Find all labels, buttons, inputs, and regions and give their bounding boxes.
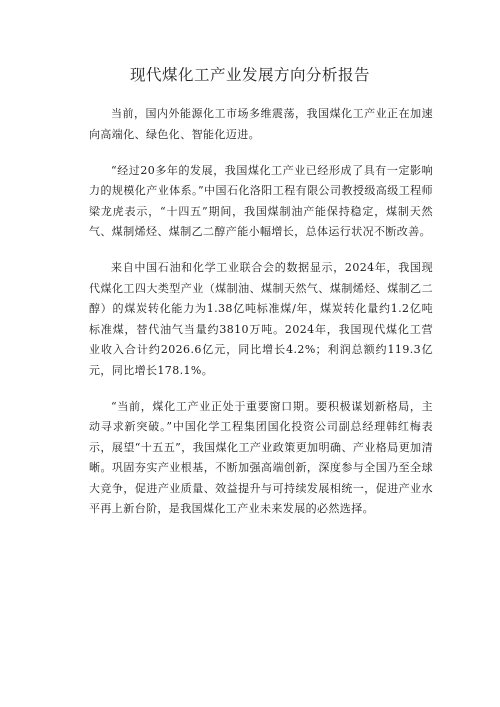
paragraph-statistics: 来自中国石油和化学工业联合会的数据显示，2024年，我国现代煤化工四大类型产业（煤制油、煤制天然气、煤制烯烃、煤制乙二醇）的煤炭转化能力为1.38亿吨标准煤/年，煤炭转化量约1.2亿吨标准煤，替代油气当量约3810万吨。2024年，我国现代煤化工营业收入合计约2026.6亿元，同比增长4.2%；利润总额约119.3亿元，同比增长178.1%。 (89, 261, 433, 377)
document-body (89, 104, 433, 535)
paragraph-outlook: “当前，煤化工产业正处于重要窗口期。要积极谋划新格局，主动寻求新突破。”中国化学工程集团国化投资公司副总经理韩红梅表示，展望“十五五”，我国煤化工产业政策更加明确、产业格局更加清晰。巩固夯实产业根基，不断加强高端创新，深度参与全国乃至全球大竞争，促进产业质量、效益提升与可持续发展相统一，促进产业水平再上新台阶，是我国煤化工产业未来发展的必然选择。 (89, 399, 433, 515)
paragraph-industry-system: “经过20多年的发展，我国煤化工产业已经形成了具有一定影响力的规模化产业体系。”中国石化洛阳工程有限公司教授级高级工程师梁龙虎表示，“十四五”期间，我国煤制油产能保持稳定，煤制天然气、煤制烯烃、煤制乙二醇产能小幅增长，总体运行状况不断改善。 (89, 163, 433, 238)
document-title: 现代煤化工产业发展方向分析报告 (129, 66, 370, 84)
paragraph-intro: 当前，国内外能源化工市场多维震荡，我国煤化工产业正在加速向高端化、绿色化、智能化迈进。 (89, 107, 433, 141)
